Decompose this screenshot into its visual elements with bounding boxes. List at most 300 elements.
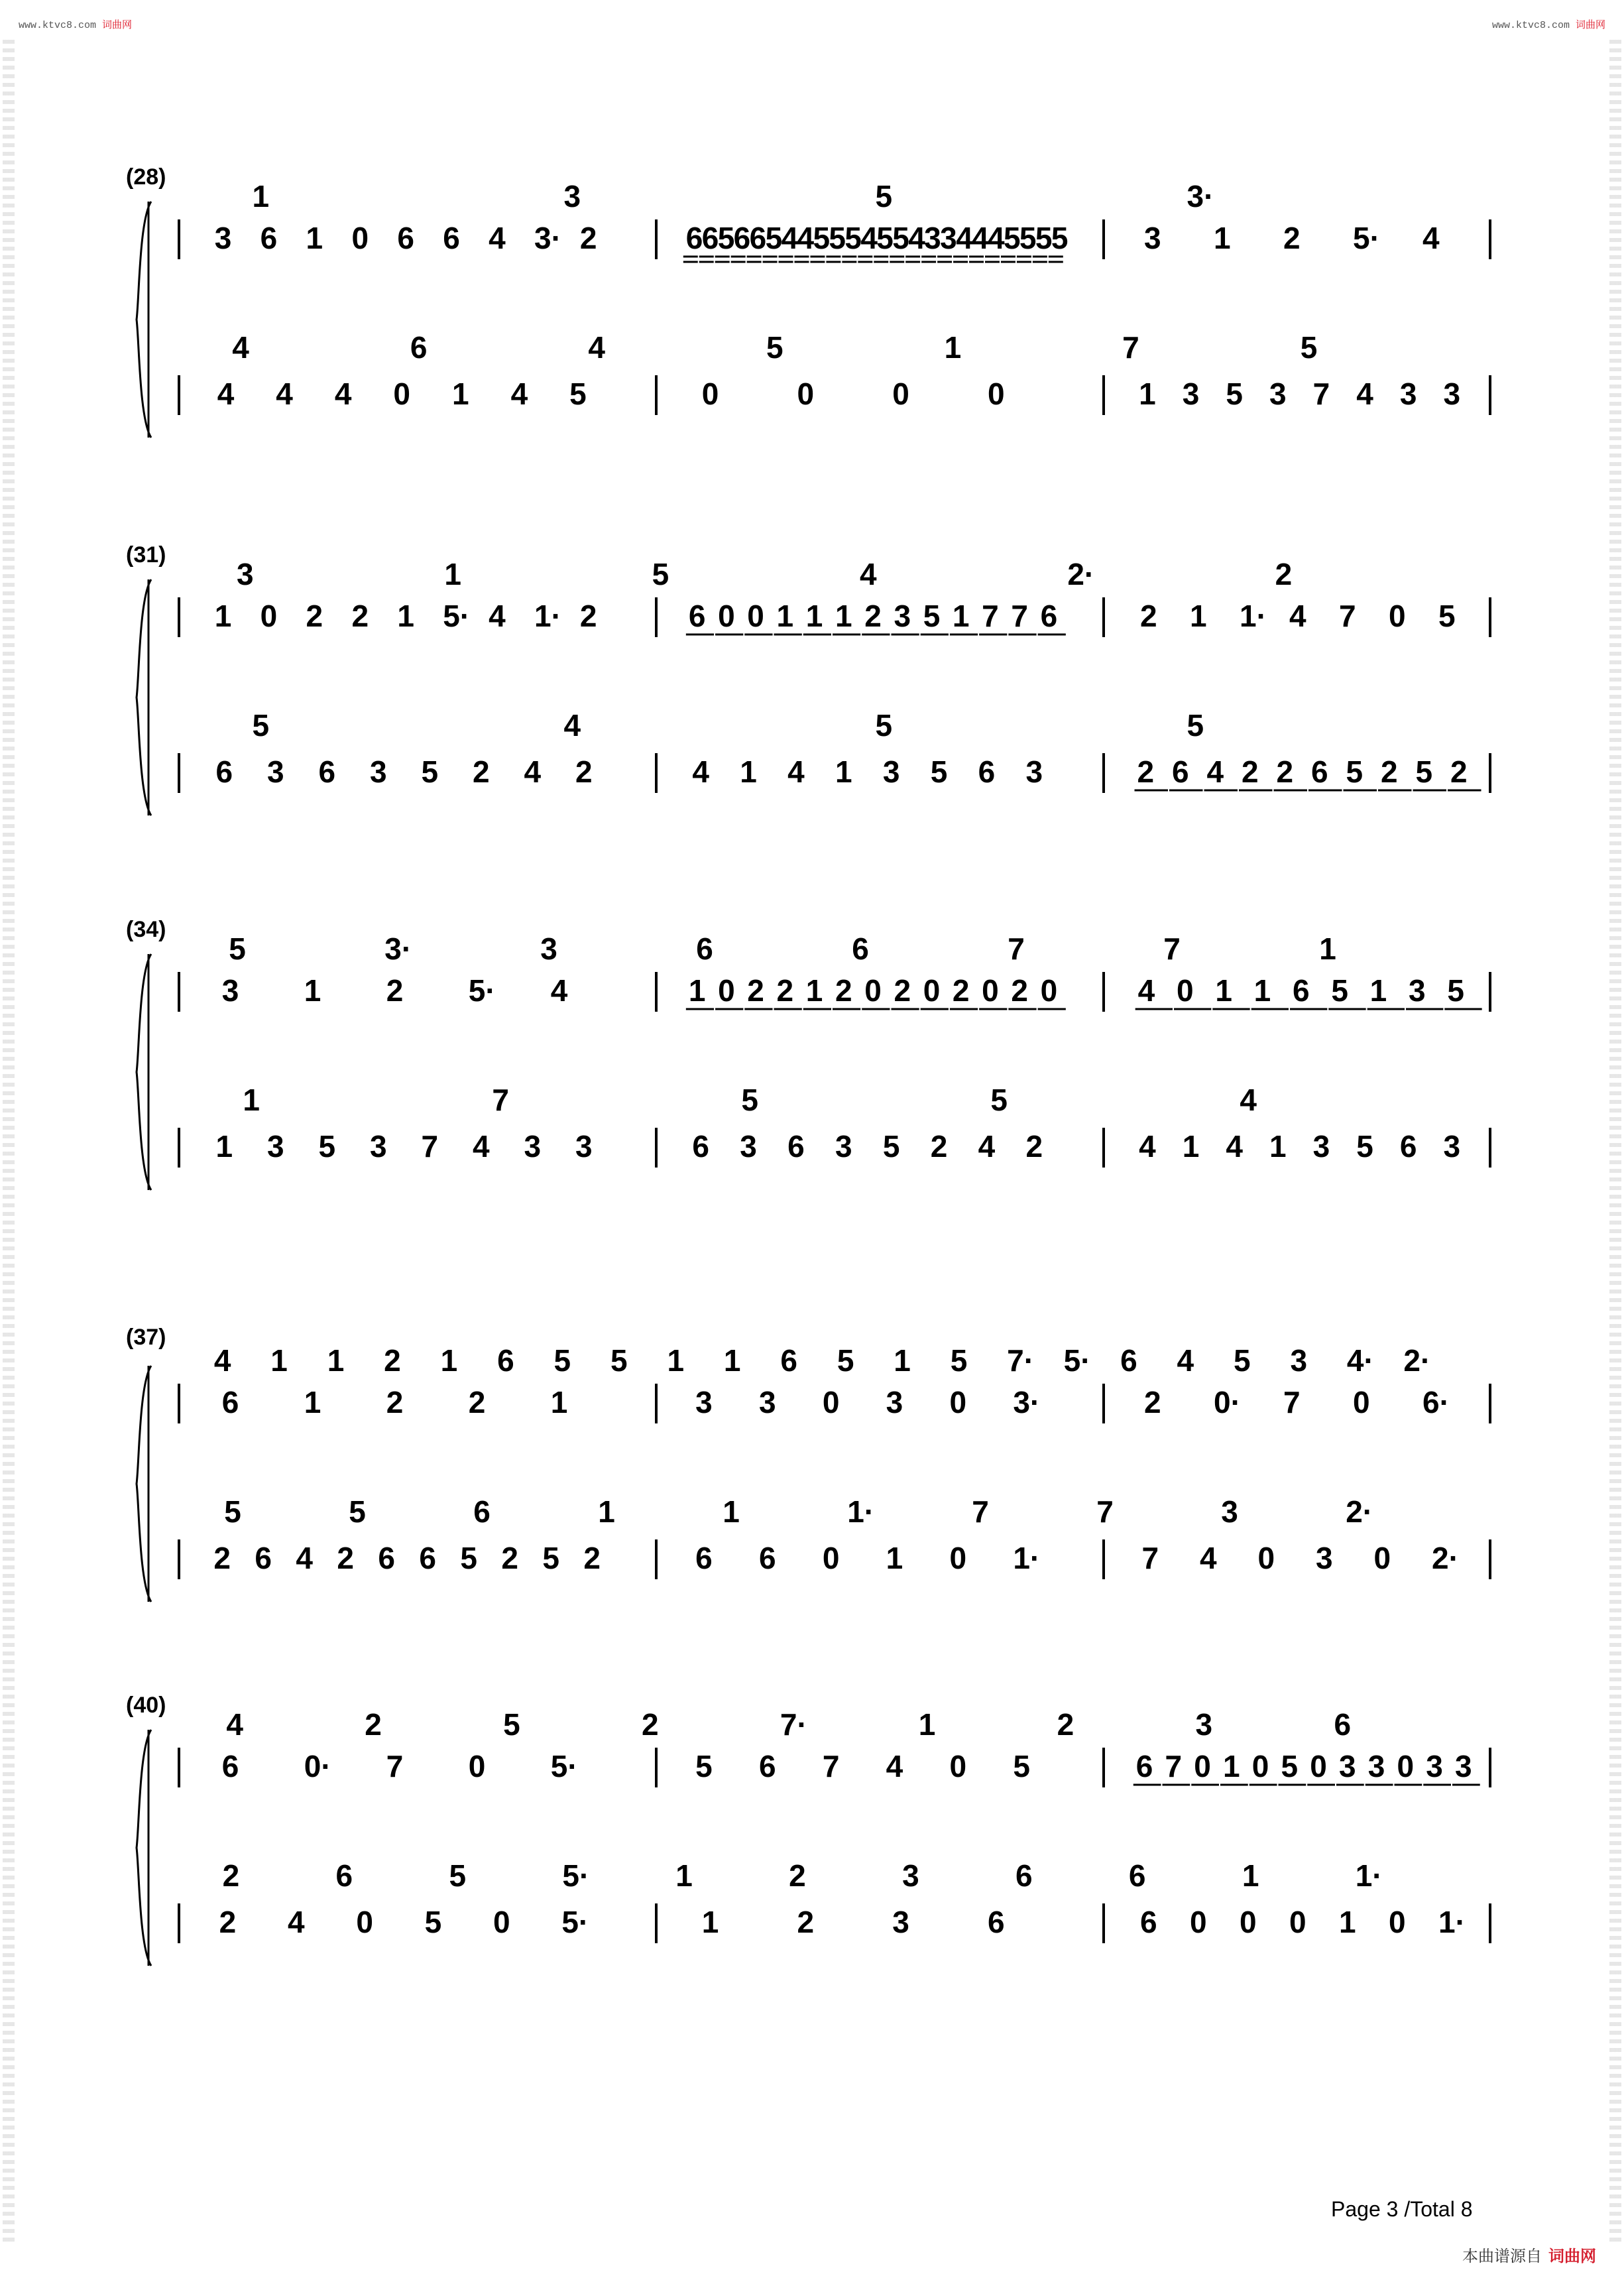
- header-site-name-left: 词曲网: [102, 19, 133, 30]
- score-note: 0·: [304, 1749, 331, 1783]
- system-brace: [135, 1728, 154, 1967]
- score-note: 2: [473, 754, 490, 789]
- score-note: 0: [1389, 599, 1406, 633]
- score-note: 0: [493, 1905, 510, 1939]
- chord-note: 1: [270, 1343, 288, 1378]
- chord-note: 1: [440, 1343, 458, 1378]
- score-note: 6: [695, 1541, 713, 1575]
- score-note: 1: [740, 754, 757, 789]
- score-note: 1: [306, 221, 323, 255]
- score-note: 2: [894, 973, 911, 1008]
- score-note: 6: [1135, 1749, 1153, 1783]
- score-note: 5: [542, 1541, 559, 1575]
- score-note: 1: [688, 973, 706, 1008]
- chord-note: 4: [232, 330, 249, 365]
- score-note: 5·: [561, 1905, 589, 1939]
- score-note: 1: [304, 1385, 321, 1419]
- score-note: 2: [797, 1905, 815, 1939]
- score-note: 6: [787, 1129, 805, 1164]
- score-note: 0: [1353, 1385, 1370, 1419]
- watermark-strip-right: [1609, 40, 1621, 2244]
- score-note: 0: [1373, 1541, 1391, 1575]
- score-note: 1: [550, 1385, 568, 1419]
- score-note: 6: [733, 221, 751, 255]
- chord-note: 1: [918, 1707, 936, 1742]
- score-note: 2: [1140, 599, 1157, 633]
- score-note: 6: [443, 221, 460, 255]
- score-note: 3: [1426, 1749, 1443, 1783]
- chord-note: 2: [222, 1858, 240, 1893]
- score-note: 6: [692, 1129, 709, 1164]
- chord-note: 5: [766, 330, 783, 365]
- score-note: 6: [759, 1541, 776, 1575]
- score-note: 3: [1367, 1749, 1385, 1783]
- source-credit-text: 本曲谱源自: [1462, 2248, 1542, 2265]
- score-note: 6: [397, 221, 414, 255]
- music-system: [126, 537, 1491, 882]
- score-note: 3: [524, 1129, 542, 1164]
- score-note: 2: [1276, 754, 1294, 789]
- score-note: 5: [569, 377, 587, 411]
- watermark-strip-left: [3, 40, 15, 2244]
- chord-note: 3: [540, 932, 557, 966]
- score-note: 5: [882, 1129, 900, 1164]
- score-note: 5: [765, 221, 783, 255]
- chord-note: 7·: [1007, 1343, 1035, 1378]
- score-note: 7: [386, 1749, 404, 1783]
- chord-note: 5: [229, 932, 246, 966]
- score-note: 3: [1339, 1749, 1356, 1783]
- chord-note: 1: [252, 179, 270, 213]
- score-note: 7: [421, 1129, 439, 1164]
- chord-note: 6: [335, 1858, 353, 1893]
- score-note: 6: [701, 221, 719, 255]
- score-note: 5: [829, 221, 846, 255]
- score-note: 4: [972, 221, 989, 255]
- chord-note: 5: [837, 1343, 854, 1378]
- score-note: 5: [1438, 599, 1456, 633]
- chord-note: 1: [667, 1343, 685, 1378]
- score-note: 2: [1381, 754, 1398, 789]
- score-note: 0: [351, 221, 369, 255]
- score-note: 5: [318, 1129, 336, 1164]
- chord-note: 5·: [1063, 1343, 1091, 1378]
- score-note: 2: [306, 599, 323, 633]
- score-note: 0·: [1214, 1385, 1241, 1419]
- measure-number: (40): [126, 1693, 166, 1718]
- score-note: 5: [1019, 221, 1037, 255]
- score-note: 0: [1389, 1905, 1406, 1939]
- chord-note: 3: [902, 1858, 919, 1893]
- score-note: 1: [805, 973, 823, 1008]
- chord-note: 1: [894, 1343, 911, 1378]
- score-note: 1: [215, 1129, 233, 1164]
- score-note: 4: [1137, 973, 1155, 1008]
- score-note: 3: [886, 1385, 903, 1419]
- score-note: 2: [1137, 754, 1155, 789]
- score-note: 3: [924, 221, 941, 255]
- chord-note: 6: [780, 1343, 797, 1378]
- chord-note: 1: [327, 1343, 345, 1378]
- chord-note: 6: [473, 1494, 491, 1529]
- chord-note: 3·: [1187, 179, 1214, 213]
- score-note: 0: [260, 599, 278, 633]
- score-note: 6: [221, 1385, 239, 1419]
- score-note: 5: [844, 221, 862, 255]
- score-note: 0: [701, 377, 719, 411]
- score-note: 3: [835, 1129, 852, 1164]
- score-note: 1: [805, 599, 823, 633]
- score-note: 3: [1455, 1749, 1472, 1783]
- chord-note: 2·: [1067, 557, 1095, 591]
- score-note: 5: [460, 1541, 477, 1575]
- score-note: 0: [356, 1905, 373, 1939]
- system-brace: [135, 953, 154, 1191]
- score-note: 0: [822, 1541, 840, 1575]
- score-note: 1: [1190, 599, 1207, 633]
- chord-note: 5: [990, 1083, 1008, 1117]
- chord-note: 1: [675, 1858, 693, 1893]
- score-note: 1·: [1013, 1541, 1041, 1575]
- chord-note: 2: [642, 1707, 659, 1742]
- header-site-right[interactable]: [1492, 17, 1605, 31]
- score-note: 2: [213, 1541, 231, 1575]
- score-note: 3: [1312, 1129, 1330, 1164]
- score-note: 3: [1025, 754, 1043, 789]
- score-note: 6: [749, 221, 767, 255]
- score-note: 6: [688, 599, 706, 633]
- score-note: 2: [575, 754, 593, 789]
- chord-note: 1: [723, 1494, 740, 1529]
- score-note: 2: [864, 599, 882, 633]
- score-note: 2: [1283, 221, 1301, 255]
- measure-number: (31): [126, 542, 166, 568]
- score-note: 4: [296, 1541, 313, 1575]
- score-note: 2: [1450, 754, 1468, 789]
- chord-note: 6: [410, 330, 428, 365]
- score-note: 5: [876, 221, 894, 255]
- chord-note: 4: [860, 557, 877, 591]
- score-note: 7: [1312, 377, 1330, 411]
- chord-note: 4: [226, 1707, 243, 1742]
- score-note: 5: [1415, 754, 1433, 789]
- score-note: 5: [1447, 973, 1464, 1008]
- system-brace: [135, 1364, 154, 1603]
- score-note: 5: [717, 221, 735, 255]
- score-note: 1·: [1438, 1905, 1466, 1939]
- chord-note: 1·: [847, 1494, 875, 1529]
- measure-number: (34): [126, 917, 166, 942]
- score-note: 7: [982, 599, 999, 633]
- score-note: 5: [695, 1749, 713, 1783]
- score-note: 3: [1443, 377, 1461, 411]
- score-staff: [152, 1286, 1491, 1631]
- score-note: 1: [214, 599, 232, 633]
- score-note: 4: [1139, 1129, 1156, 1164]
- score-note: 4: [334, 377, 352, 411]
- score-note: 3: [740, 1129, 757, 1164]
- score-note: 4: [1226, 1129, 1243, 1164]
- chord-note: 7: [1163, 932, 1181, 966]
- chord-note: 2: [1057, 1707, 1074, 1742]
- chord-note: 3: [237, 557, 254, 591]
- system-brace: [135, 200, 154, 439]
- score-note: 4: [1200, 1541, 1217, 1575]
- score-note: 7: [1141, 1541, 1159, 1575]
- score-note: 3: [214, 221, 232, 255]
- source-credit[interactable]: [1462, 2243, 1596, 2266]
- chord-note: 1: [598, 1494, 615, 1529]
- chord-note: 1: [723, 1343, 741, 1378]
- score-note: 6: [260, 221, 278, 255]
- score-note: 3: [1443, 1129, 1461, 1164]
- chord-note: 7: [1122, 330, 1139, 365]
- score-note: 6: [978, 754, 996, 789]
- score-note: 0: [1397, 1749, 1415, 1783]
- score-note: 2: [468, 1385, 486, 1419]
- score-note: 6: [988, 1905, 1005, 1939]
- chord-note: 5: [610, 1343, 628, 1378]
- score-note: 3: [370, 754, 387, 789]
- score-note: 3: [695, 1385, 713, 1419]
- score-note: 0: [949, 1385, 967, 1419]
- chord-note: 3: [1290, 1343, 1308, 1378]
- score-note: 1: [1215, 973, 1232, 1008]
- score-note: 3: [267, 1129, 284, 1164]
- score-note: 4: [692, 754, 709, 789]
- header-url-right: www.ktvc8.com: [1491, 20, 1570, 31]
- score-note: 5·: [443, 599, 471, 633]
- score-note: 7: [1011, 599, 1028, 633]
- score-note: 4: [489, 221, 506, 255]
- score-note: 7: [1283, 1385, 1301, 1419]
- score-note: 6: [419, 1541, 436, 1575]
- score-note: 1: [1139, 377, 1156, 411]
- score-note: 3: [575, 1129, 593, 1164]
- score-note: 2: [579, 221, 597, 255]
- score-note: 2: [835, 973, 852, 1008]
- score-note: 1: [1182, 1129, 1200, 1164]
- score-note: 2: [337, 1541, 354, 1575]
- score-note: 5: [1013, 1749, 1030, 1783]
- chord-note: 5: [875, 708, 893, 743]
- score-note: 2: [1242, 754, 1259, 789]
- score-note: 4: [524, 754, 542, 789]
- score-note: 4: [217, 377, 235, 411]
- score-note: 4: [288, 1905, 305, 1939]
- score-note: 3: [1269, 377, 1287, 411]
- score-note: 1: [304, 973, 321, 1008]
- score-note: 3: [1182, 377, 1200, 411]
- score-note: 5: [892, 221, 909, 255]
- chord-note: 5: [1187, 708, 1204, 743]
- score-note: 2: [579, 599, 597, 633]
- score-note: 0: [1177, 973, 1194, 1008]
- score-note: 6: [685, 221, 703, 255]
- score-note: 7: [822, 1749, 840, 1783]
- score-note: 2: [747, 973, 764, 1008]
- score-note: 1: [1339, 1905, 1356, 1939]
- score-note: 3: [759, 1385, 776, 1419]
- score-note: 2: [776, 973, 794, 1008]
- score-note: 0: [468, 1749, 486, 1783]
- score-note: 4: [781, 221, 799, 255]
- score-note: 1: [1253, 973, 1271, 1008]
- score-note: 3: [221, 973, 239, 1008]
- score-note: 2: [501, 1541, 518, 1575]
- chord-note: 4·: [1346, 1343, 1374, 1378]
- header-url-left: www.ktvc8.com: [19, 20, 97, 31]
- score-note: 3·: [1013, 1385, 1041, 1419]
- score-note: 0: [988, 377, 1005, 411]
- chord-note: 5: [950, 1343, 968, 1378]
- score-note: 3: [1399, 377, 1417, 411]
- chord-note: 1: [1242, 1858, 1259, 1893]
- score-note: 1: [1369, 973, 1387, 1008]
- score-note: 0: [892, 377, 909, 411]
- chord-note: 5: [252, 708, 270, 743]
- score-note: 5·: [468, 973, 496, 1008]
- score-note: 1·: [534, 599, 561, 633]
- score-note: 1: [1223, 1749, 1240, 1783]
- score-note: 4: [276, 377, 293, 411]
- score-note: 4: [510, 377, 528, 411]
- score-note: 1: [452, 377, 469, 411]
- score-note: 3: [267, 754, 284, 789]
- score-note: 4: [978, 1129, 996, 1164]
- chord-note: 4: [588, 330, 606, 365]
- score-note: 4: [787, 754, 805, 789]
- score-note: 6: [1293, 973, 1310, 1008]
- header-site-name-right: 词曲网: [1575, 19, 1605, 30]
- score-note: 3: [1409, 973, 1426, 1008]
- chord-note: 6: [1128, 1858, 1146, 1893]
- score-note: 6: [255, 1541, 272, 1575]
- chord-note: 4: [213, 1343, 231, 1378]
- score-note: 3: [370, 1129, 387, 1164]
- chord-note: 3: [1221, 1494, 1238, 1529]
- score-note: 3: [1316, 1541, 1333, 1575]
- chord-note: 7·: [780, 1707, 807, 1742]
- chord-note: 5: [1300, 330, 1318, 365]
- score-note: 1: [397, 599, 414, 633]
- score-staff: [152, 537, 1491, 882]
- score-note: 7: [1339, 599, 1356, 633]
- chord-note: 5: [503, 1707, 520, 1742]
- score-note: 4: [1206, 754, 1224, 789]
- chord-note: 2: [789, 1858, 806, 1893]
- chord-note: 6: [1120, 1343, 1137, 1378]
- score-note: 7: [1165, 1749, 1183, 1783]
- chord-note: 4: [1240, 1083, 1257, 1117]
- music-system: [126, 1286, 1491, 1631]
- score-note: 0: [1257, 1541, 1275, 1575]
- score-note: 6: [1311, 754, 1328, 789]
- score-note: 3: [892, 1905, 909, 1939]
- score-note: 0: [864, 973, 882, 1008]
- score-note: 0: [923, 973, 941, 1008]
- score-note: 5: [813, 221, 831, 255]
- score-note: 6: [215, 754, 233, 789]
- score-note: 2: [386, 973, 404, 1008]
- score-note: 0: [1194, 1749, 1211, 1783]
- chord-note: 5: [652, 557, 669, 591]
- chord-note: 7: [492, 1083, 509, 1117]
- chord-note: 5: [741, 1083, 758, 1117]
- score-note: 4: [1289, 599, 1306, 633]
- score-note: 0: [949, 1749, 967, 1783]
- score-note: 3·: [534, 221, 561, 255]
- measure-number: (28): [126, 164, 166, 190]
- chord-note: 4: [563, 708, 581, 743]
- score-note: 4: [908, 221, 925, 255]
- score-note: 5·: [1353, 221, 1380, 255]
- chord-note: 3: [1195, 1707, 1213, 1742]
- score-note: 0: [822, 1385, 840, 1419]
- score-note: 2: [386, 1385, 404, 1419]
- score-note: 2: [1144, 1385, 1161, 1419]
- page-indicator: Page 3 /Total 8: [1331, 2197, 1473, 2221]
- score-note: 4: [489, 599, 506, 633]
- chord-note: 4: [1177, 1343, 1194, 1378]
- score-note: 3: [1144, 221, 1161, 255]
- score-note: 5: [1356, 1129, 1373, 1164]
- score-staff: [152, 912, 1491, 1256]
- chord-note: 5: [349, 1494, 366, 1529]
- score-note: 4: [956, 221, 973, 255]
- source-brand-logo: 词曲网: [1548, 2248, 1596, 2265]
- score-note: 5: [1035, 221, 1053, 255]
- chord-note: 5: [1234, 1343, 1251, 1378]
- chord-note: 2: [1275, 557, 1293, 591]
- score-note: 2: [930, 1129, 948, 1164]
- chord-note: 6: [1015, 1858, 1033, 1893]
- score-note: 6: [221, 1749, 239, 1783]
- score-note: 6: [378, 1541, 395, 1575]
- chord-note: 7: [1008, 932, 1025, 966]
- score-note: 3: [894, 599, 911, 633]
- chord-note: 3·: [384, 932, 412, 966]
- chord-note: 3: [563, 179, 581, 213]
- score-note: 1: [952, 599, 970, 633]
- score-note: 4: [797, 221, 815, 255]
- score-note: 6: [1140, 1905, 1157, 1939]
- chord-note: 2: [384, 1343, 401, 1378]
- score-note: 0: [747, 599, 764, 633]
- score-note: 6: [1399, 1129, 1417, 1164]
- chord-note: 5: [449, 1858, 467, 1893]
- chord-note: 2: [365, 1707, 382, 1742]
- header-site-left[interactable]: [19, 17, 132, 31]
- score-note: 1: [776, 599, 794, 633]
- chord-note: 5: [875, 179, 893, 213]
- score-note: 5: [1003, 221, 1021, 255]
- score-note: 2·: [1432, 1541, 1459, 1575]
- score-note: 0: [797, 377, 815, 411]
- score-note: 0: [1310, 1749, 1327, 1783]
- chord-note: 2·: [1346, 1494, 1373, 1529]
- score-note: 6: [1172, 754, 1189, 789]
- chord-note: 1: [944, 330, 962, 365]
- score-note: 2: [351, 599, 369, 633]
- score-note: 0: [1289, 1905, 1306, 1939]
- score-note: 2: [1011, 973, 1028, 1008]
- music-system: [126, 159, 1491, 504]
- score-note: 3: [882, 754, 900, 789]
- score-note: 2: [1025, 1129, 1043, 1164]
- chord-note: 6: [696, 932, 713, 966]
- score-note: 1: [835, 754, 852, 789]
